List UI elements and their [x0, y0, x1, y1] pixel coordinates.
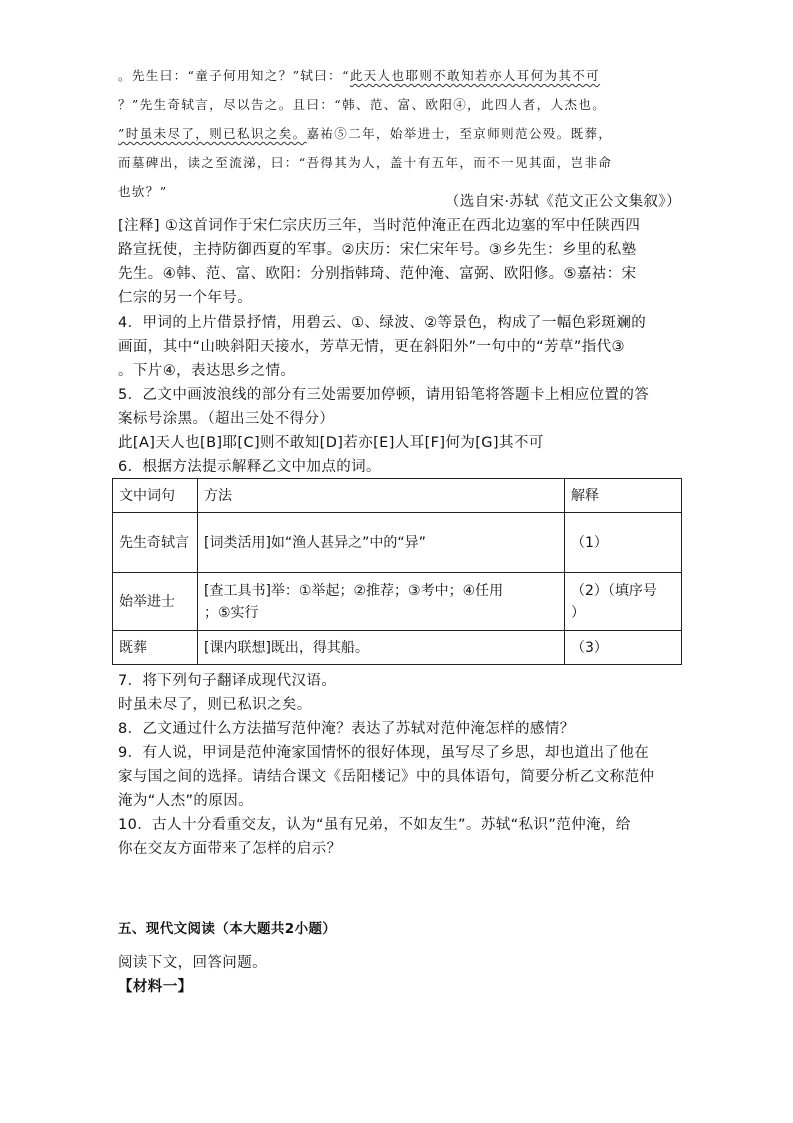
section-intro: 阅读下文，回答问题。 — [118, 955, 267, 971]
q7-line-1: 7．将下列句子翻译成现代汉语。 — [118, 673, 337, 689]
q7-line-2: 时虽未尽了，则已私识之矣。 — [118, 697, 312, 713]
table-cell-method: [词类活用]如“渔人甚异之”中的“异” — [198, 513, 565, 573]
q6-table — [112, 478, 682, 665]
table-cell-method: [查工具书]举：①举起；②推荐；③考中；④任用 ；⑤实行 — [198, 573, 565, 631]
material-label: 【材料一】 — [118, 979, 193, 995]
wavy-underlined-text: 此天人也耶则不敢知若亦人耳何为其不可 — [349, 68, 601, 83]
q8-line-1: 8．乙文通过什么方法描写范仲淹？表达了苏轼对范仲淹怎样的感情？ — [118, 721, 575, 737]
q4-line-1: 4．甲词的上片借景抒情，用碧云、①、绿波、②等景色，构成了一幅色彩斑斓的 — [118, 315, 647, 331]
table-row — [113, 573, 682, 631]
table-row — [113, 631, 682, 665]
q9-line-2: 家与国之间的选择。请结合课文《岳阳楼记》中的具体语句，简要分析乙文称范仲 — [118, 769, 655, 785]
wavy-underlined-text: ”时虽未尽了，则已私识之矣。 — [118, 126, 307, 141]
q6-line-1: 6．根据方法提示解释乙文中加点的词。 — [118, 459, 381, 475]
q9-line-1: 9．有人说，甲词是范仲淹家国情怀的很好体现，虽写尽了乡思，却也道出了他在 — [118, 745, 650, 761]
table-header-cell: 解释 — [565, 479, 682, 513]
table-cell-word: 既葬 — [113, 631, 198, 665]
q5-line-1: 5．乙文中画波浪线的部分有三处需要加停顿，请用铅笔将答题卡上相应位置的答 — [118, 387, 650, 403]
q4-line-3: 。下片④，表达思乡之情。 — [118, 363, 296, 379]
notes-line-2: 路宣抚使，主持防御西夏的军事。②庆历：宋仁宋年号。③乡先生：乡里的私塾 — [118, 242, 637, 258]
section-title: 五、现代文阅读（本大题共2小题） — [118, 921, 337, 937]
passage-text: 嘉祐⑤二年，始举进士，至京师则范公殁。既葬， — [306, 126, 613, 141]
table-header-cell: 文中词句 — [113, 479, 198, 513]
table-header-row — [113, 479, 682, 513]
table-cell-word: 先生奇轼言 — [113, 513, 198, 573]
passage-line-3 — [118, 124, 612, 142]
passage-source: （选自宋·苏轼《范文正公文集叙》） — [444, 194, 681, 210]
q10-line-1: 10．古人十分看重交友，认为“虽有兄弟，不如友生”。苏轼“私识”范仲淹，给 — [118, 817, 631, 833]
table-cell-word: 始举进士 — [113, 573, 198, 631]
notes-line-4: 仁宗的另一个年号。 — [118, 290, 253, 306]
table-cell-answer: （3） — [565, 631, 682, 665]
passage-text: 。先生曰：“童子何用知之？”轼曰：“ — [118, 68, 350, 83]
table-row — [113, 513, 682, 573]
passage-line-2: ？”先生奇轼言，尽以告之。且曰：“韩、范、富、欧阳④，此四人者，人杰也。 — [118, 97, 607, 112]
notes-line-3: 先生。④韩、范、富、欧阳：分别指韩琦、范仲淹、富弼、欧阳修。⑤嘉祜：宋 — [118, 266, 637, 282]
q5-line-2: 案标号涂黑。（超出三处不得分） — [118, 411, 335, 427]
passage-line-1 — [118, 66, 600, 84]
q4-line-2: 画面，其中“山映斜阳天接水，芳草无情，更在斜阳外”一句中的“芳草”指代③ — [118, 339, 625, 355]
table-header-cell: 方法 — [198, 479, 565, 513]
passage-line-5: 也欤？” — [118, 184, 168, 199]
passage-line-4: 而墓碑出，读之至流涕，曰：“吾得其为人，盖十有五年，而不一见其面，岂非命 — [118, 155, 613, 170]
table-cell-method: [课内联想]既出，得其船。 — [198, 631, 565, 665]
table-cell-answer: （2）（填序号 ） — [565, 573, 682, 631]
q10-line-2: 你在交友方面带来了怎样的启示？ — [118, 841, 342, 857]
notes-line-1: [注释] ①这首词作于宋仁宗庆历三年，当时范仲淹正在西北边塞的军中任陕西四 — [118, 218, 641, 234]
table-cell-answer: （1） — [565, 513, 682, 573]
q5-line-3: 此[A]天人也[B]耶[C]则不敢知[D]若亦[E]人耳[F]何为[G]其不可 — [118, 435, 544, 451]
q9-line-3: 淹为“人杰”的原因。 — [118, 793, 254, 809]
